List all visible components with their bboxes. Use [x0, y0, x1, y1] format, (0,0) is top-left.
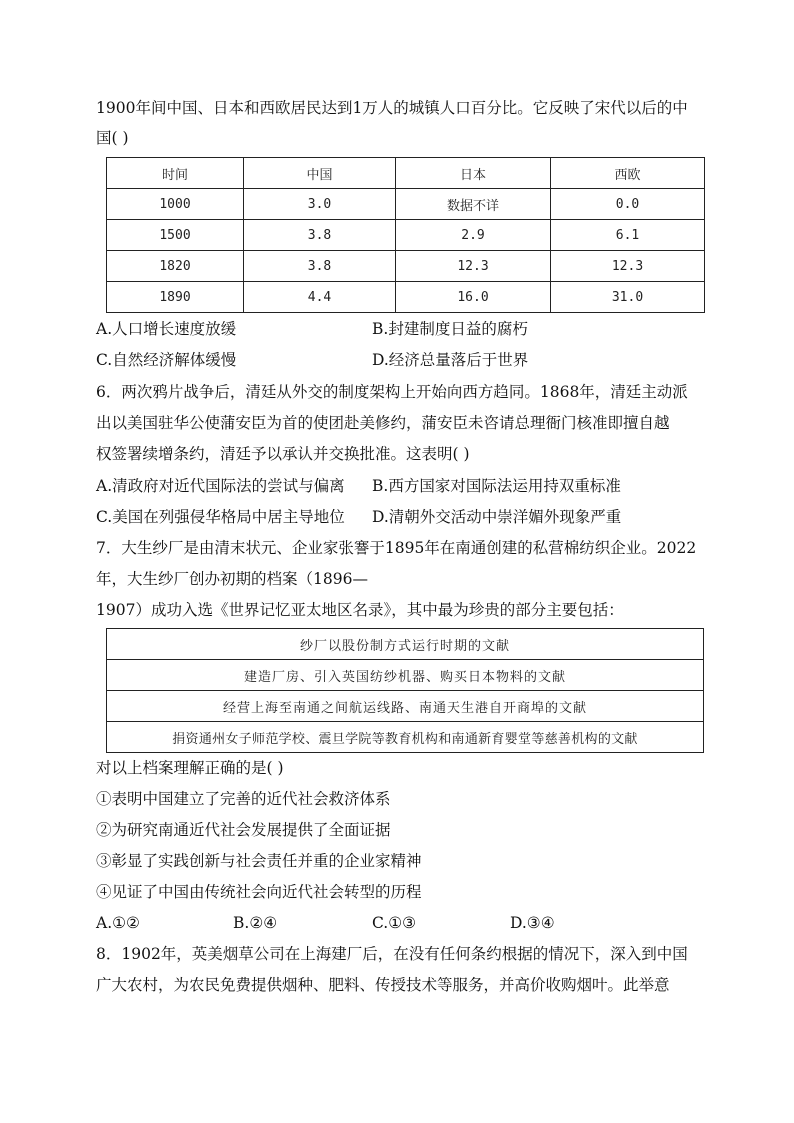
q7-prompt: 对以上档案理解正确的是( ) [96, 759, 284, 777]
archive-contents-table [106, 628, 704, 753]
table-row [107, 189, 705, 220]
table-row [107, 251, 705, 282]
table-cell: 3.8 [244, 220, 396, 251]
q6-stem-line2: 出以美国驻华公使蒲安臣为首的使团赴美修约，蒲安臣未咨请总理衙门核准即擅自越 [96, 414, 670, 432]
q8-stem-line2: 广大农村，为农民免费提供烟种、肥料、传授技术等服务，并高价收购烟叶。此举意 [96, 976, 670, 994]
table-cell: 12.3 [396, 251, 551, 282]
q7-statement-2: ②为研究南通近代社会发展提供了全面证据 [96, 821, 391, 839]
header-cell: 时间 [107, 158, 244, 189]
q6-stem-line3: 权签署续增条约，清廷予以承认并交换批准。这表明( ) [96, 445, 470, 463]
header-cell: 日本 [396, 158, 551, 189]
q8-stem-line1: 8．1902年，英美烟草公司在上海建厂后，在没有任何条约根据的情况下，深入到中国 [96, 945, 688, 963]
table-row [107, 282, 705, 313]
table-cell: 6.1 [551, 220, 705, 251]
table-cell: 12.3 [551, 251, 705, 282]
q5-option-d[interactable]: D.经济总量落后于世界 [372, 351, 529, 369]
q7-stem-line3: 1907）成功入选《世界记忆亚太地区名录》，其中最为珍贵的部分主要包括： [96, 601, 624, 619]
q5-option-b[interactable]: B.封建制度日益的腐朽 [372, 320, 528, 338]
table-row [107, 629, 704, 660]
q7-option-b[interactable]: B.②④ [233, 914, 278, 932]
table-cell: 建造厂房、引入英国纺纱机器、购买日本物料的文献 [107, 660, 704, 691]
q7-statement-3: ③彰显了实践创新与社会责任并重的企业家精神 [96, 852, 422, 870]
q7-option-c[interactable]: C.①③ [372, 914, 417, 932]
table-row [107, 660, 704, 691]
q7-option-a[interactable]: A.①② [96, 914, 140, 932]
table-row [107, 691, 704, 722]
table-header-row [107, 158, 705, 189]
q6-option-c[interactable]: C.美国在列强侵华格局中居主导地位 [96, 508, 345, 526]
q6-option-a[interactable]: A.清政府对近代国际法的尝试与偏离 [96, 477, 345, 495]
q7-stem-line1: 7．大生纱厂是由清末状元、企业家张謇于1895年在南通创建的私营棉纺织企业。2022 [96, 539, 697, 557]
table-cell: 1500 [107, 220, 244, 251]
q7-option-d[interactable]: D.③④ [510, 914, 555, 932]
q6-stem-line1: 6．两次鸦片战争后，清廷从外交的制度架构上开始向西方趋同。1868年，清廷主动派 [96, 383, 688, 401]
table-cell: 3.8 [244, 251, 396, 282]
table-cell: 16.0 [396, 282, 551, 313]
header-cell: 西欧 [551, 158, 705, 189]
table-cell: 1890 [107, 282, 244, 313]
table-cell: 捐资通州女子师范学校、震旦学院等教育机构和南通新育婴堂等慈善机构的文献 [107, 722, 704, 753]
table-cell: 1000 [107, 189, 244, 220]
table-cell: 0.0 [551, 189, 705, 220]
q5-stem-line2: 国( ) [96, 129, 129, 147]
table-cell: 纱厂以股份制方式运行时期的文献 [107, 629, 704, 660]
header-cell: 中国 [244, 158, 396, 189]
table-cell: 31.0 [551, 282, 705, 313]
q5-option-a[interactable]: A.人口增长速度放缓 [96, 320, 237, 338]
table-cell: 4.4 [244, 282, 396, 313]
table-cell: 数据不详 [396, 189, 551, 220]
table-row [107, 722, 704, 753]
table-cell: 3.0 [244, 189, 396, 220]
q5-stem-line1: 1900年间中国、日本和西欧居民达到1万人的城镇人口百分比。它反映了宋代以后的中 [96, 99, 688, 117]
table-row [107, 220, 705, 251]
table-cell: 1820 [107, 251, 244, 282]
urban-population-table [106, 157, 705, 313]
q5-option-c[interactable]: C.自然经济解体缓慢 [96, 351, 237, 369]
q7-stem-line2: 年，大生纱厂创办初期的档案（1896— [96, 570, 368, 588]
q6-option-b[interactable]: B.西方国家对国际法运用持双重标准 [372, 477, 621, 495]
table-cell: 2.9 [396, 220, 551, 251]
q7-statement-1: ①表明中国建立了完善的近代社会救济体系 [96, 790, 391, 808]
table-cell: 经营上海至南通之间航运线路、南通天生港自开商埠的文献 [107, 691, 704, 722]
q7-statement-4: ④见证了中国由传统社会向近代社会转型的历程 [96, 883, 422, 901]
q6-option-d[interactable]: D.清朝外交活动中崇洋媚外现象严重 [372, 508, 622, 526]
